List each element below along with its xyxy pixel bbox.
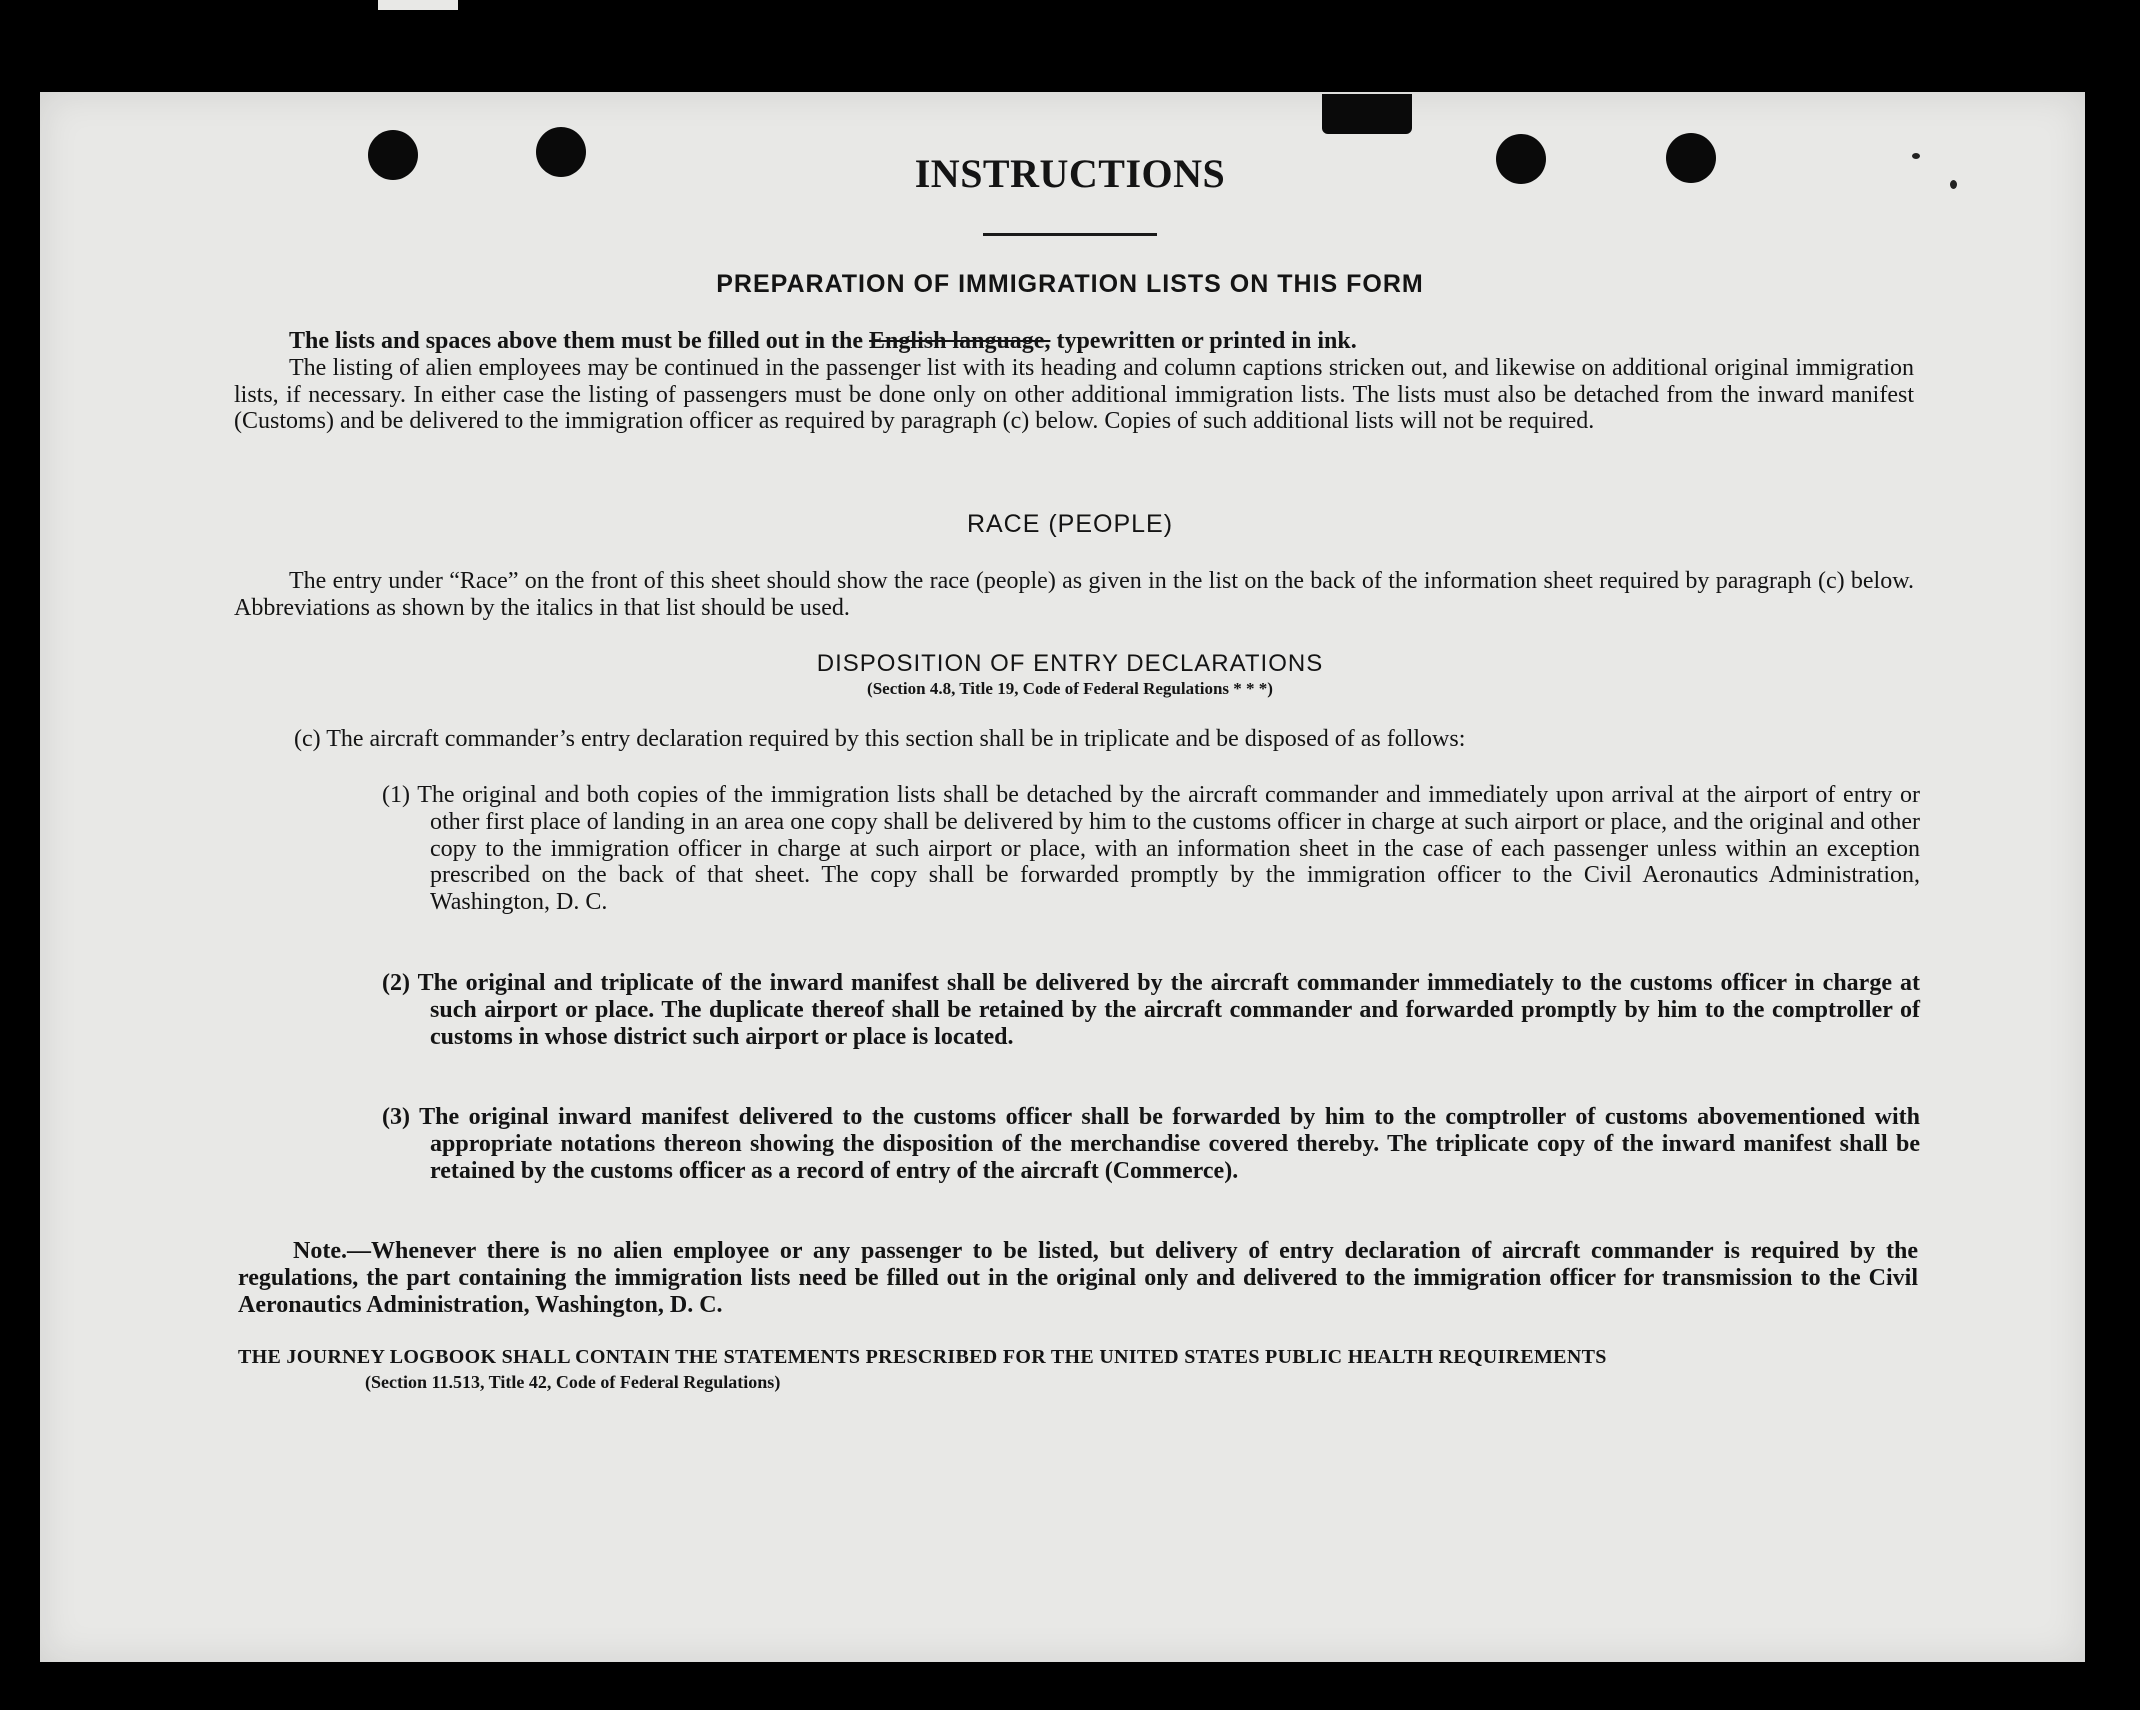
disposition-citation: (Section 4.8, Title 19, Code of Federal Regulations * * *) xyxy=(867,679,1273,698)
title-rule xyxy=(983,233,1157,236)
race-heading: RACE (PEOPLE) xyxy=(966,510,1174,538)
list-item-3: (3) The original inward manifest delivered to the customs officer shall be forwarded by him to the comptroller of customs abovementioned with appropriate notations thereon showing the disposition of the merchandise covered thereby. The triplicate copy of the inward manifest shall be retained by the customs officer as a record of entry of the aircraft (Commerce). xyxy=(382,1104,1920,1184)
page-title: INSTRUCTIONS xyxy=(914,151,1226,196)
health-citation: (Section 11.513, Title 42, Code of Federal Regulations) xyxy=(365,1372,781,1392)
prep-heading: PREPARATION OF IMMIGRATION LISTS ON THIS FORM xyxy=(716,270,1424,298)
health-statement: THE JOURNEY LOGBOOK SHALL CONTAIN THE STATEMENTS PRESCRIBED FOR THE UNITED STATES PUBLIC HEALTH REQUIREMENTS xyxy=(238,1346,1607,1368)
disposition-intro: (c) The aircraft commander’s entry declaration required by this section shall be in triplicate and be disposed of as follows: xyxy=(294,726,1466,752)
prep-paragraph: The lists and spaces above them must be filled out in the English language, typewritten or printed in ink. The listing of alien employees may be continued in the passenger list with its heading and column captions stricken out, and likewise on additional original immigration lists, if necessary. In either case the listing of passengers must be done only on other additional immigration lists. The lists must also be detached from the inward manifest (Customs) and be delivered to the immigration officer as required by paragraph (c) below. Copies of such additional lists will not be required. xyxy=(234,328,1914,435)
list-item-1: (1) The original and both copies of the immigration lists shall be detached by the aircraft commander and immediately upon arrival at the airport of entry or other first place of landing in an area one copy shall be delivered by him to the customs officer in charge at such airport or place, and the original and other copy to the immigration officer in charge at such airport or place, with an information sheet in the case of each passenger unless within an exception prescribed on the back of that sheet. The copy shall be forwarded promptly by the immigration officer to the Civil Aeronautics Administration, Washington, D. C. xyxy=(382,782,1920,916)
disposition-heading: DISPOSITION OF ENTRY DECLARATIONS xyxy=(816,650,1324,677)
paper-edge-fragment xyxy=(378,0,458,10)
binding-tab xyxy=(1322,94,1412,134)
race-paragraph: The entry under “Race” on the front of this sheet should show the race (people) as given in the list on the back of the information sheet required by paragraph (c) below. Abbreviations as shown by the italics in that list should be used. xyxy=(234,568,1914,621)
note-paragraph: Note.—Whenever there is no alien employee or any passenger to be listed, but delivery of entry declaration of aircraft commander is required by the regulations, the part containing the immigration lists need be filled out in the original only and delivered to the immigration officer for transmission to the Civil Aeronautics Administration, Washington, D. C. xyxy=(238,1238,1918,1318)
list-item-2: (2) The original and triplicate of the inward manifest shall be delivered by the aircraft commander immediately to the customs officer in charge at such airport or place. The duplicate thereof shall be retained by the aircraft commander and forwarded promptly by him to the comptroller of customs in whose district such airport or place is located. xyxy=(382,970,1920,1050)
